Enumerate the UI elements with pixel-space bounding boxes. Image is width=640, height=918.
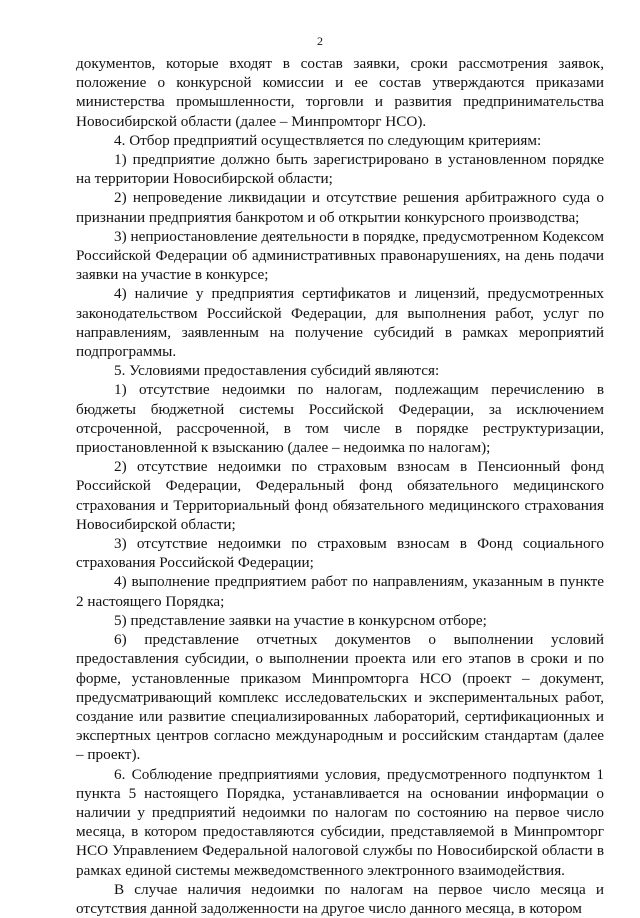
document-body: [76, 54, 604, 918]
paragraph-item-4-3: 3) неприостановление деятельности в порядке, предусмотренном Кодексом Российской Федерации об административных правонарушениях, на день подачи заявки на участие в конкурсе;: [76, 227, 604, 284]
paragraph-item-6-cont: В случае наличия недоимки по налогам на первое число месяца и отсутствия данной задолженности на другое число данного месяца, в котором: [76, 880, 604, 917]
paragraph-item-4: 4. Отбор предприятий осуществляется по следующим критериям:: [114, 131, 542, 149]
paragraph-item-5: 5. Условиями предоставления субсидий являются:: [114, 362, 440, 380]
paragraph-item-5-1: 1) отсутствие недоимки по налогам, подлежащим перечислению в бюджеты бюджетной системы Российской Федерации, за исключением отсроченной, рассроченной, в том числе в порядке реструктуризации, приостановленной к взысканию (далее – недоимка по налогам);: [76, 381, 604, 457]
paragraph-item-4-1: 1) предприятие должно быть зарегистрировано в установленном порядке на территории Новосибирской области;: [76, 151, 604, 188]
paragraph-item-4-4: 4) наличие у предприятия сертификатов и лицензий, предусмотренных законодательством Российской Федерации, для выполнения работ, услуг по направлениям, заявленным на получение субсидий в рамках мероприятий подпрограммы.: [76, 285, 604, 361]
paragraph-item-5-5: 5) представление заявки на участие в конкурсном отборе;: [114, 611, 487, 629]
paragraph-item-5-2: 2) отсутствие недоимки по страховым взносам в Пенсионный фонд Российской Федерации, Федеральный фонд обязательного медицинского страхования и Территориальный фонд обязательного медицинского страхования Новосибирской области;: [76, 458, 604, 533]
paragraph-item-5-3: 3) отсутствие недоимки по страховым взносам в Фонд социального страхования Российской Федерации;: [76, 535, 604, 572]
paragraph-item-4-2: 2) непроведение ликвидации и отсутствие решения арбитражного суда о признании предприятия банкротом и об открытии конкурсного производства;: [76, 189, 604, 226]
paragraph-item-5-6: 6) представление отчетных документов о выполнении условий предоставления субсидии, о выполнении проекта или его этапов в сроки и по форме, установленные приказом Минпромторга НСО (проект – документ, предусматривающий комплекс исследовательских и экспериментальных работ, создание или развитие специализированных лабораторий, сертификационных и экспертных центров согласно международным и российским стандартам (далее – проект).: [76, 631, 604, 764]
paragraph-item-6: 6. Соблюдение предприятиями условия, предусмотренного подпунктом 1 пункта 5 настоящего Порядка, устанавливается на основании информации о наличии у предприятий недоимки по налогам по состоянию на первое число месяца, в котором предоставляются субсидии, представляемой в Минпромторг НСО Управлением Федеральной налоговой службы по Новосибирской области в рамках единой системы межведомственного электронного взаимодействия.: [76, 765, 604, 879]
paragraph-continuation: документов, которые входят в состав заявки, сроки рассмотрения заявок, положение о конкурсной комиссии и ее состав утверждаются приказами министерства промышленности, торговли и развития предпринимательства Новосибирской области (далее – Минпромторг НСО).: [76, 55, 604, 130]
paragraph-item-5-4: 4) выполнение предприятием работ по направлениям, указанным в пункте 2 настоящего Порядка;: [76, 573, 604, 610]
page-number: 2: [317, 34, 323, 48]
